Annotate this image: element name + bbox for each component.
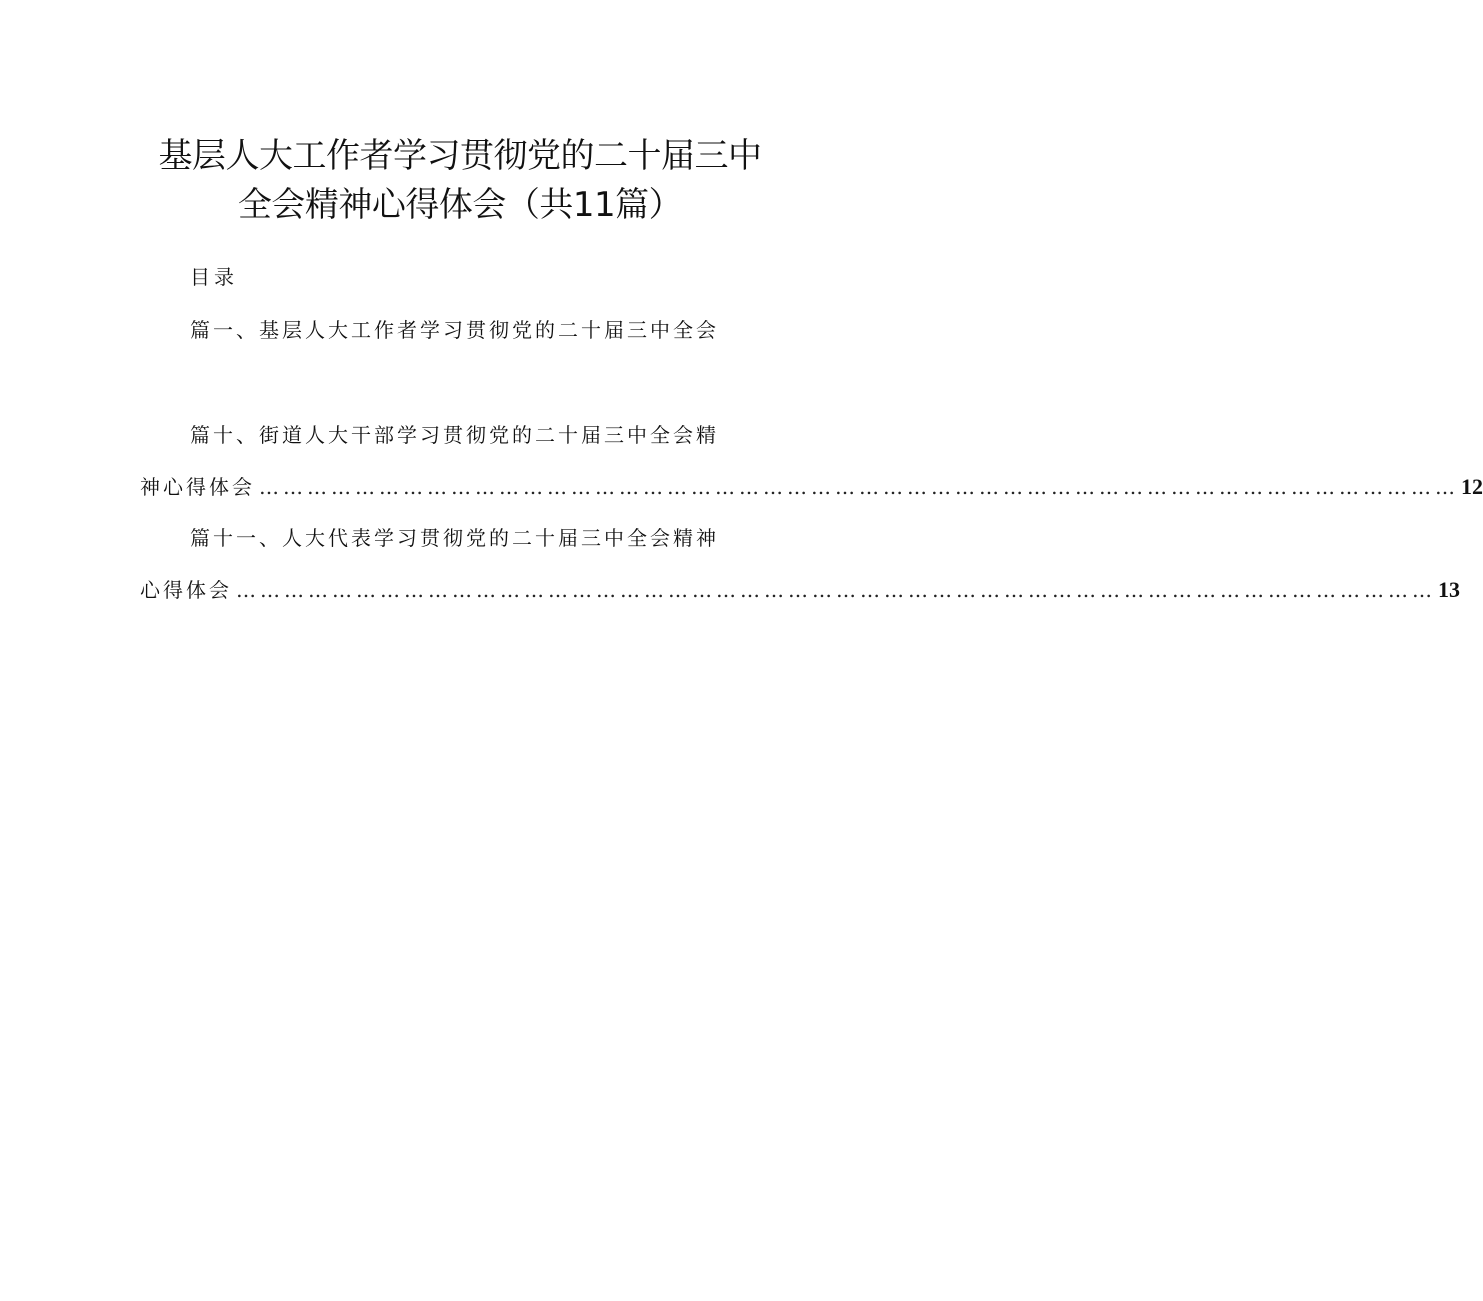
toc-heading: 目录 bbox=[190, 265, 238, 289]
toc-entry-11-text: 心得体会 bbox=[140, 578, 232, 602]
toc-leader-dots: …………………………………………………………………………………………………………………………………… bbox=[236, 578, 1436, 602]
toc-entry-10-line-2[interactable] bbox=[140, 473, 1483, 501]
toc-entry-11-line-2[interactable] bbox=[140, 576, 1460, 604]
toc-entry-11-page: 13 bbox=[1438, 577, 1460, 602]
toc-entry-10-page: 12 bbox=[1461, 474, 1483, 499]
toc-entry-11-line-1[interactable]: 篇十一、人大代表学习贯彻党的二十届三中全会精神 bbox=[190, 526, 719, 550]
toc-entry-1[interactable]: 篇一、基层人大工作者学习贯彻党的二十届三中全会 bbox=[190, 318, 719, 342]
document-title-line-2: 全会精神心得体会（共11篇） bbox=[237, 185, 683, 225]
toc-leader-dots: …………………………………………………………………………………………………………………………………… bbox=[259, 475, 1459, 499]
toc-entry-10-line-1[interactable]: 篇十、街道人大干部学习贯彻党的二十届三中全会精 bbox=[190, 423, 719, 447]
document-title-line-1: 基层人大工作者学习贯彻党的二十届三中 bbox=[158, 136, 762, 176]
toc-entry-10-text: 神心得体会 bbox=[140, 475, 255, 499]
